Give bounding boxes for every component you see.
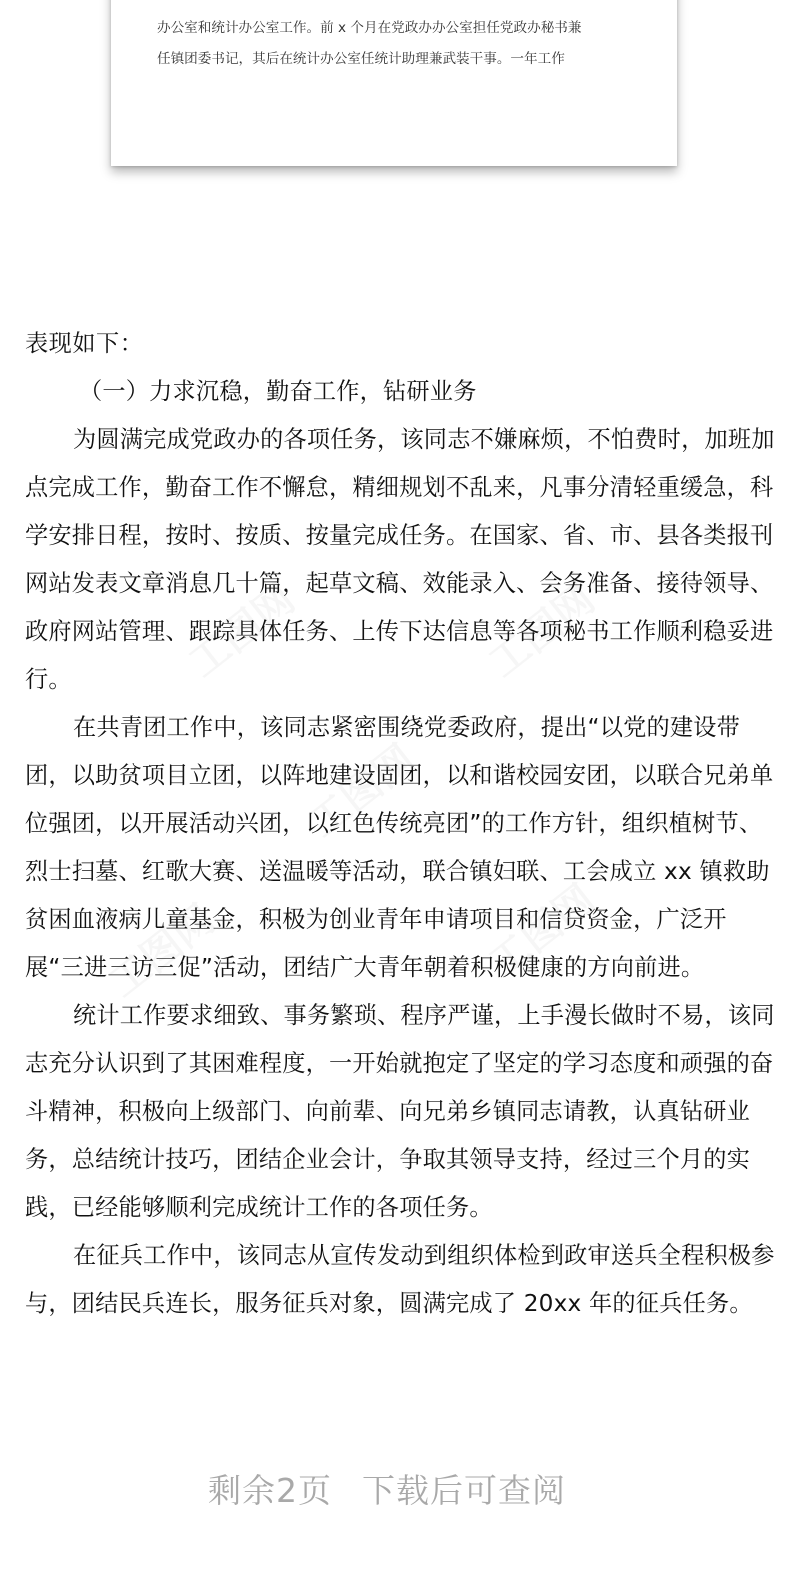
preview-text-line: 办公室和统计办公室工作。前 x 个月在党政办办公室担任党政办秘书兼 [157,20,582,36]
body-paragraph: 在共青团工作中，该同志紧密围绕党委政府，提出“以党的建设带团，以助贫项目立团，以阵地建设固团，以和谐校园安团，以联合兄弟单位强团，以开展活动兴团，以红色传统亮团”的工作方针，组织植树节、烈士扫墓、红歌大赛、送温暖等活动，联合镇妇联、工会成立 xx 镇救助贫困血液病儿童基金，积极为创业青年申请项目和信贷资金，广泛开展“三进三访三促”活动，团结广大青年朝着积极健康的方向前进。 [25,714,774,981]
body-paragraph: 为圆满完成党政办的各项任务，该同志不嫌麻烦，不怕费时，加班加点完成工作，勤奋工作不懈怠，精细规划不乱来，凡事分清轻重缓急，科学安排日程，按时、按质、按量完成任务。在国家、省、市、县各类报刊网站发表文章消息几十篇，起草文稿、效能录入、会务准备、接待领导、政府网站管理、跟踪具体任务、上传下达信息等各项秘书工作顺利稳妥进行。 [25,426,775,693]
body-paragraph: 在征兵工作中，该同志从宣传发动到组织体检到政审送兵全程积极参与，团结民兵连长，服务征兵对象，圆满完成了 20xx 年的征兵任务。 [25,1242,775,1317]
remaining-pages-notice[interactable] [0,1466,774,1516]
document-body [25,320,775,1328]
preview-text-line: 任镇团委书记，其后在统计办公室任统计助理兼武装干事。一年工作 [157,51,565,67]
body-paragraph: 统计工作要求细致、事务繁琐、程序严谨，上手漫长做时不易，该同志充分认识到了其困难程度，一开始就抱定了坚定的学习态度和顽强的奋斗精神，积极向上级部门、向前辈、向兄弟乡镇同志请教，认真钻研业务，总结统计技巧，团结企业会计，争取其领导支持，经过三个月的实践，已经能够顺利完成统计工作的各项任务。 [25,1002,775,1221]
download-hint: 下载后可查阅 [362,1471,566,1510]
lead-text: 表现如下： [25,330,144,357]
remaining-pages-count: 剩余2页 [208,1471,332,1510]
document-preview-card [111,0,677,166]
section-heading: （一）力求沉稳，勤奋工作，钻研业务 [79,378,477,405]
